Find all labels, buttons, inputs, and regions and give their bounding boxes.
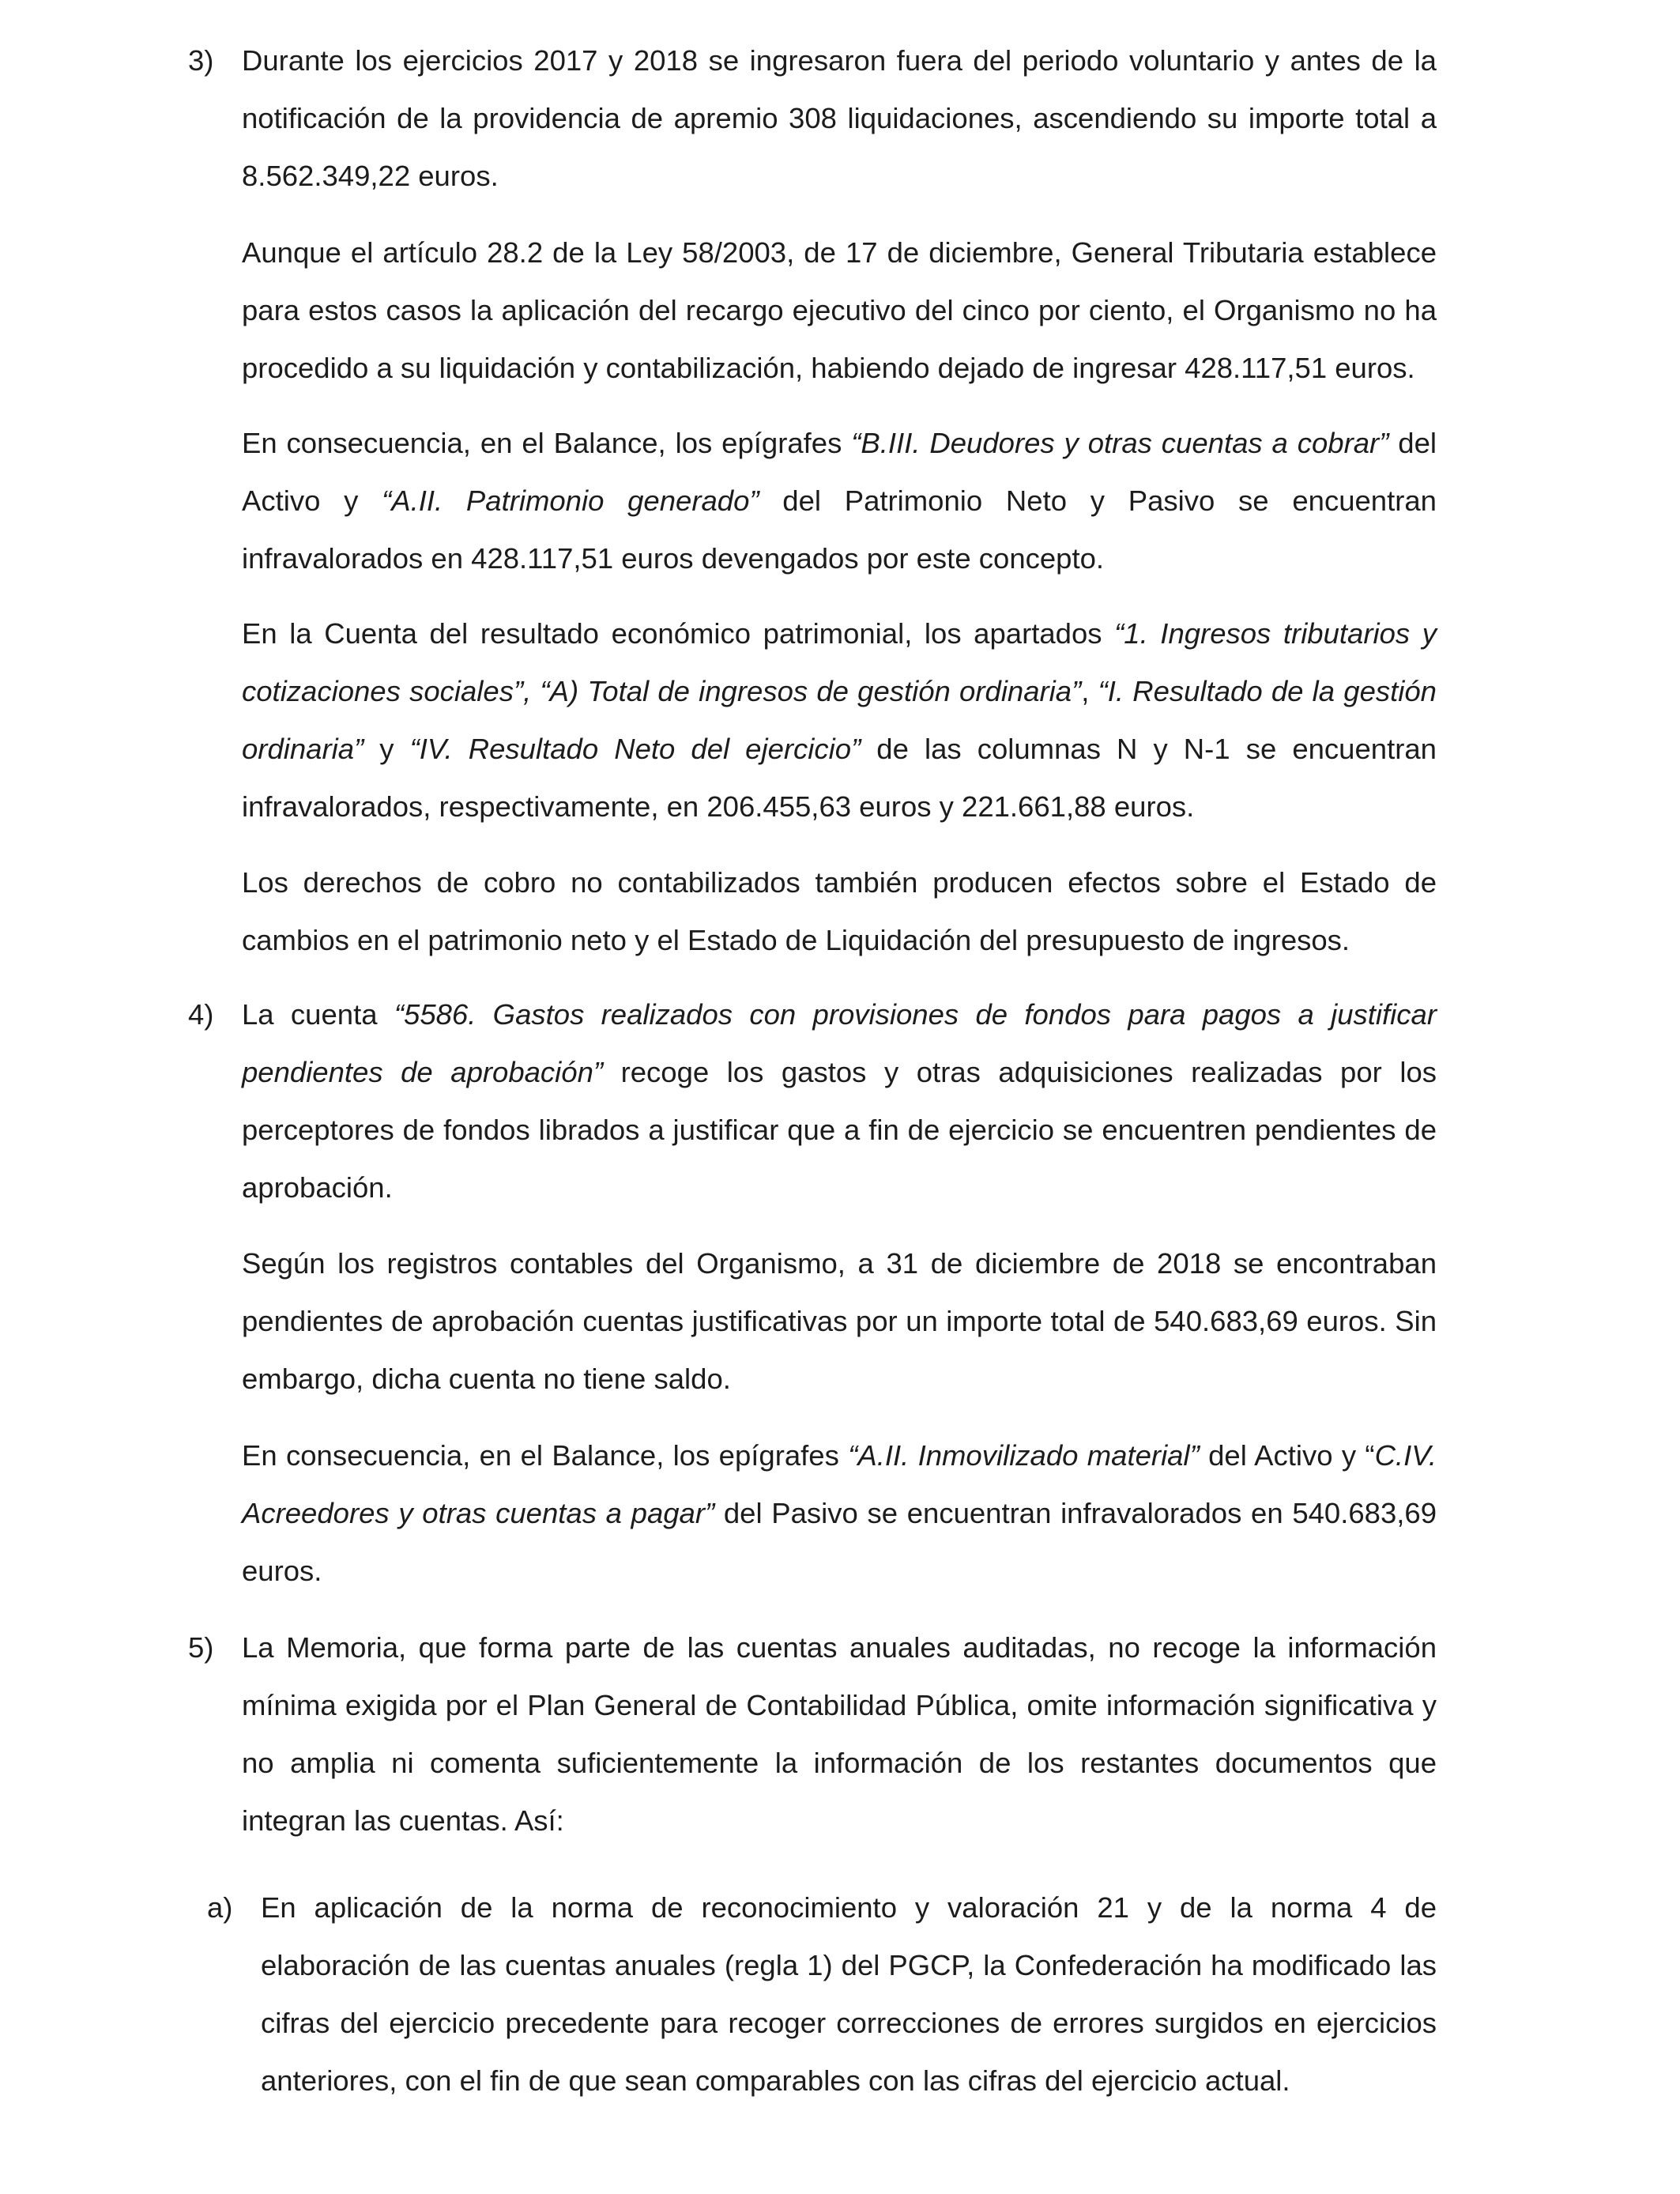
paragraph-text: y	[363, 733, 410, 765]
item-letter: a)	[207, 1891, 233, 1924]
paragraph	[242, 605, 1437, 835]
paragraph-text: En aplicación de la norma de reconocimiento y valoración 21 y de la norma 4 de elaboración de las cuentas anuales (regla 1) del PGCP, la Confederación ha modificado las cifras del ejercicio precedente para recoger correcciones de errores surgidos en ejercicios anteriores, con el fin de que sean comparables con las cifras del ejercicio actual.	[261, 1891, 1437, 2097]
paragraph-text: Según los registros contables del Organismo, a 31 de diciembre de 2018 se encontraban pendientes de aprobación cuentas justificativas por un importe total de 540.683,69 euros. Sin embargo, dicha cuenta no tiene saldo.	[242, 1247, 1437, 1395]
italic-reference: “B.III. Deudores y otras cuentas a cobrar”	[851, 427, 1389, 459]
italic-reference: “I. Resultado de la gestión ordinaria”	[242, 675, 1437, 765]
item-number: 3)	[188, 44, 214, 77]
paragraph	[242, 1427, 1437, 1600]
paragraph-text: del Activo y “	[1199, 1439, 1375, 1472]
paragraph-text: La Memoria, que forma parte de las cuentas anuales auditadas, no recoge la información mínima exigida por el Plan General de Contabilidad Pública, omite información significativa y no amplia ni comenta suficientemente la información de los restantes documentos que integran las cuentas. Así:	[242, 1631, 1437, 1837]
paragraph-text: del Pasivo se encuentran infravalorados en 540.683,69 euros.	[242, 1497, 1437, 1587]
paragraph-text: Durante los ejercicios 2017 y 2018 se ingresaron fuera del periodo voluntario y antes de la notificación de la providencia de apremio 308 liquidaciones, ascendiendo su importe total a 8.562.349,22 euros.	[242, 44, 1437, 192]
item-number: 5)	[188, 1631, 214, 1664]
italic-reference: “A.II. Inmovilizado material”	[848, 1439, 1200, 1472]
paragraph	[242, 854, 1437, 969]
italic-reference: “IV. Resultado Neto del ejercicio”	[409, 733, 861, 765]
paragraph-text: ,	[1081, 675, 1098, 707]
paragraph-text: En consecuencia, en el Balance, los epígrafes	[242, 1439, 849, 1472]
italic-reference: “5586. Gastos realizados con provisiones de fondos para pagos a justificar pendientes de aprobación”	[242, 998, 1437, 1088]
paragraph-text: del Activo y	[242, 427, 1437, 517]
italic-reference: “A.II. Patrimonio generado”	[382, 484, 759, 517]
paragraph	[261, 1879, 1437, 2109]
paragraph	[242, 32, 1437, 205]
paragraph-text: Aunque el artículo 28.2 de la Ley 58/2003, de 17 de diciembre, General Tributaria establece para estos casos la aplicación del recargo ejecutivo del cinco por ciento, el Organismo no ha procedido a su liquidación y contabilización, habiendo dejado de ingresar 428.117,51 euros.	[242, 236, 1437, 384]
paragraph-text: En la Cuenta del resultado económico patrimonial, los apartados	[242, 617, 1115, 650]
paragraph-text: recoge los gastos y otras adquisiciones realizadas por los perceptores de fondos librados a justificar que a fin de ejercicio se encuentren pendientes de aprobación.	[242, 1056, 1437, 1204]
paragraph	[242, 1619, 1437, 1849]
paragraph	[242, 986, 1437, 1216]
italic-reference: C.IV. Acreedores y otras cuentas a pagar”	[242, 1439, 1437, 1529]
italic-reference: “1. Ingresos tributarios y cotizaciones sociales”, “A) Total de ingresos de gestión ordinaria”	[242, 617, 1437, 707]
item-number: 4)	[188, 998, 214, 1031]
paragraph	[242, 224, 1437, 397]
paragraph	[242, 1235, 1437, 1408]
paragraph-text: La cuenta	[242, 998, 394, 1031]
paragraph	[242, 414, 1437, 587]
paragraph-text: Los derechos de cobro no contabilizados también producen efectos sobre el Estado de cambios en el patrimonio neto y el Estado de Liquidación del presupuesto de ingresos.	[242, 866, 1437, 956]
paragraph-text: En consecuencia, en el Balance, los epígrafes	[242, 427, 852, 459]
paragraph-text: de las columnas N y N-1 se encuentran infravalorados, respectivamente, en 206.455,63 euros y 221.661,88 euros.	[242, 733, 1437, 823]
paragraph-text: del Patrimonio Neto y Pasivo se encuentran infravalorados en 428.117,51 euros devengados por este concepto.	[242, 484, 1437, 575]
